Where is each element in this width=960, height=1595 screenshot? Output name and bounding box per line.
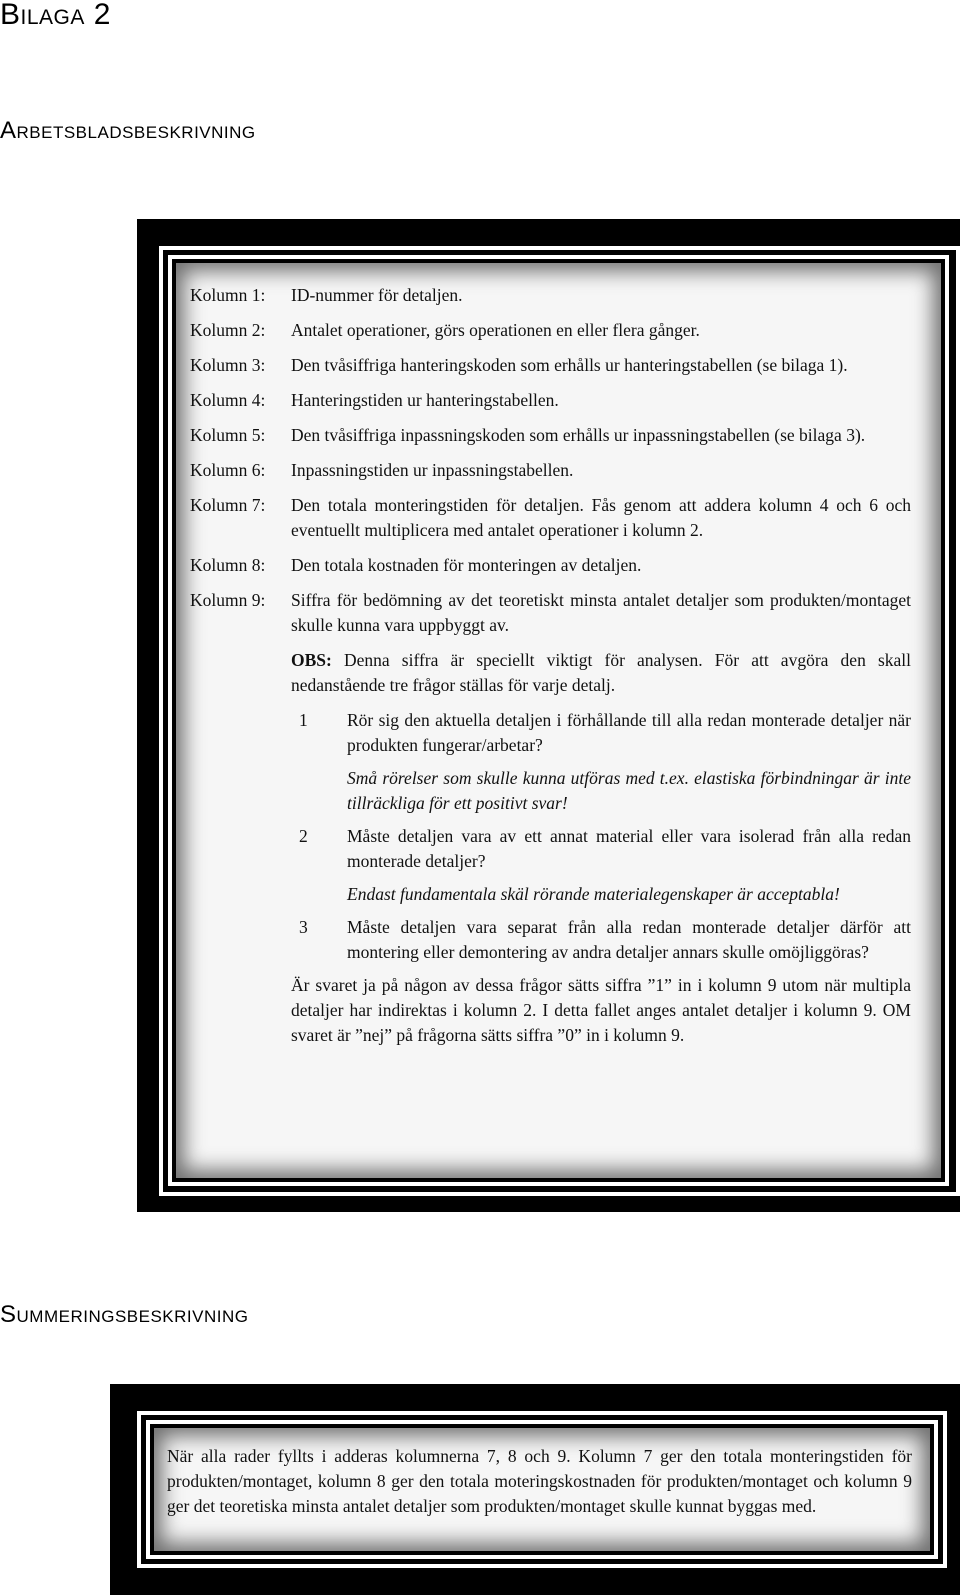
conclusion-paragraph: Är svaret ja på någon av dessa frågor sätts siffra ”1” in i kolumn 9 utom när multipla detaljer har indirektas i kolumn 2. I detta fallet anges antalet detaljer i kolumn 9. OM svaret är ”nej” på frågorna sätts siffra ”0” in i kolumn 9. <box>291 975 911 1045</box>
column-label: Kolumn 2: <box>190 320 266 340</box>
column-description: Hanteringstiden ur hanteringstabellen. <box>291 390 559 410</box>
question-item <box>291 915 911 965</box>
column-label: Kolumn 8: <box>190 555 266 575</box>
column-row <box>190 283 911 308</box>
question-body <box>347 915 911 965</box>
column-description: ID-nummer för detaljen. <box>291 285 463 305</box>
column-label: Kolumn 6: <box>190 460 266 480</box>
question-number: 3 <box>299 917 308 937</box>
column-description: Siffra för bedömning av det teoretiskt minsta antalet detaljer som produkten/montaget skulle kunna vara uppbyggt av. <box>291 590 911 635</box>
question-number: 1 <box>299 710 308 730</box>
question-text: Måste detaljen vara separat från alla redan monterade detaljer därför att montering eller demontering av andra detaljer annars skulle omöjliggöras? <box>347 917 911 962</box>
question-item <box>291 708 911 816</box>
question-item <box>291 824 911 907</box>
summary-paragraph: När alla rader fyllts i adderas kolumnerna 7, 8 och 9. Kolumn 7 ger den totala monteringstiden för produkten/montaget, kolumn 8 ger den totala moteringskostnaden för produkten/montaget och kolumn 9 ger det teoretiska minsta antalet detaljer som produkten/montaget skulle kunnat byggas med. <box>167 1446 912 1516</box>
obs-label: OBS: <box>291 650 332 670</box>
summary-description-frame <box>110 1384 960 1595</box>
question-list <box>291 708 911 965</box>
column-row <box>190 353 911 378</box>
obs-paragraph <box>291 648 911 698</box>
summary-description-heading: Summeringsbeskrivning <box>0 1301 249 1328</box>
question-text: Rör sig den aktuella detaljen i förhållande till alla redan monterade detaljer när produkten fungerar/arbetar? <box>347 710 911 755</box>
question-note: Endast fundamentala skäl rörande materialegenskaper är acceptabla! <box>347 884 840 904</box>
obs-block <box>291 648 911 1048</box>
column-row <box>190 493 911 543</box>
column-label: Kolumn 4: <box>190 390 266 410</box>
question-body <box>347 708 911 816</box>
column-label: Kolumn 9: <box>190 590 266 610</box>
column-row <box>190 458 911 483</box>
column-row <box>190 423 911 448</box>
question-text: Måste detaljen vara av ett annat material eller vara isolerad från alla redan monterade detaljer? <box>347 826 911 871</box>
column-label: Kolumn 1: <box>190 285 266 305</box>
worksheet-description-frame <box>137 219 960 1212</box>
column-label: Kolumn 5: <box>190 425 266 445</box>
worksheet-description-heading: Arbetsbladsbeskrivning <box>0 117 256 144</box>
column-description: Den tvåsiffriga hanteringskoden som erhålls ur hanteringstabellen (se bilaga 1). <box>291 355 848 375</box>
column-description: Den totala kostnaden för monteringen av detaljen. <box>291 555 642 575</box>
question-number: 2 <box>299 826 308 846</box>
column-description: Inpassningstiden ur inpassningstabellen. <box>291 460 574 480</box>
column-list <box>190 283 911 638</box>
column-row <box>190 588 911 638</box>
column-description: Den totala monteringstiden för detaljen. Fås genom att addera kolumn 4 och 6 och eventuellt multiplicera med antalet operationer i kolumn 2. <box>291 495 911 540</box>
question-note: Små rörelser som skulle kunna utföras med t.ex. elastiska förbindningar är inte tillräckliga för ett positivt svar! <box>347 768 911 813</box>
column-description: Antalet operationer, görs operationen en eller flera gånger. <box>291 320 700 340</box>
column-row <box>190 388 911 413</box>
column-description: Den tvåsiffriga inpassningskoden som erhålls ur inpassningstabellen (se bilaga 3). <box>291 425 866 445</box>
question-body <box>347 824 911 907</box>
appendix-title: Bilaga 2 <box>0 0 111 31</box>
column-label: Kolumn 7: <box>190 495 266 515</box>
summary-description-scan <box>154 1428 930 1551</box>
worksheet-description-scan <box>176 263 941 1178</box>
column-label: Kolumn 3: <box>190 355 266 375</box>
obs-text: Denna siffra är speciellt viktigt för analysen. För att avgöra den skall nedanstående tre frågor ställas för varje detalj. <box>291 650 911 695</box>
column-row <box>190 553 911 578</box>
column-row <box>190 318 911 343</box>
